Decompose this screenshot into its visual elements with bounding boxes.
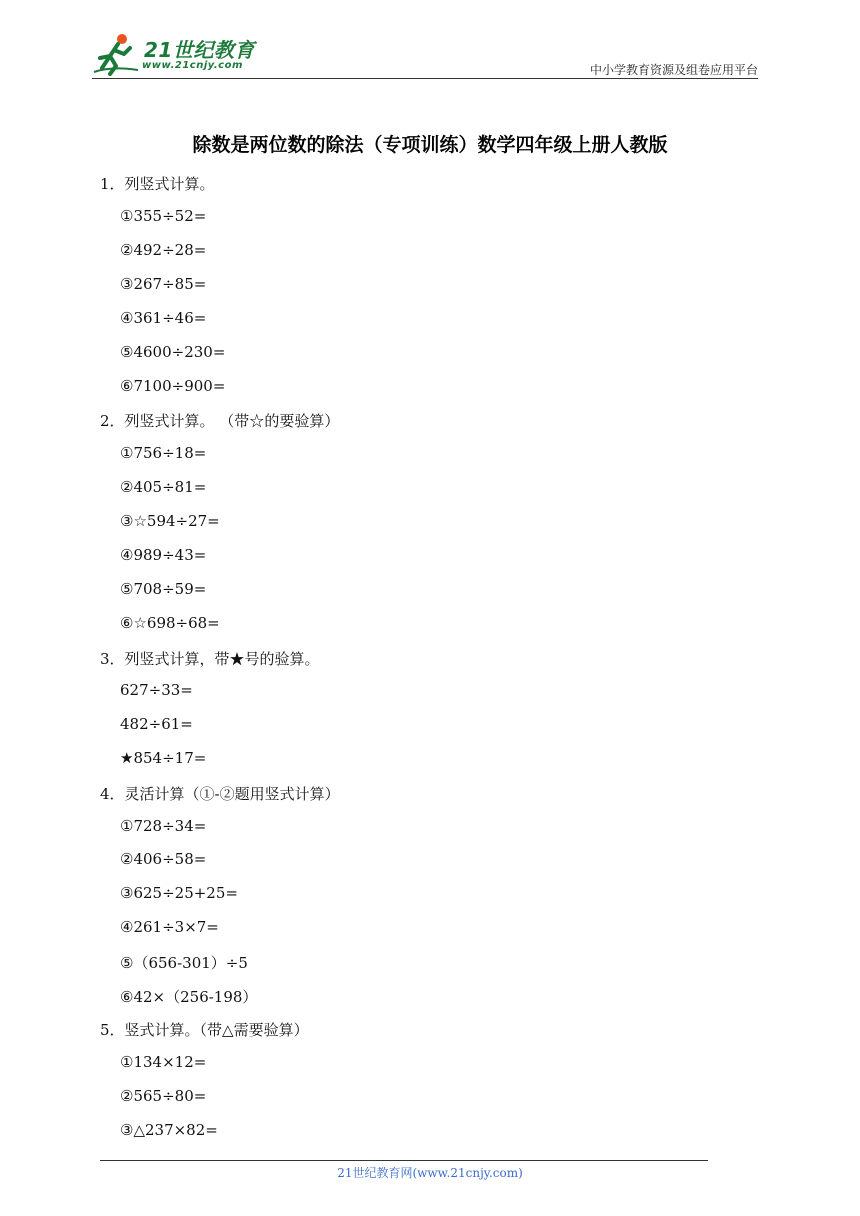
question-4-label: 4．灵活计算（①-②题用竖式计算） [100,785,340,803]
question-3-label: 3．列竖式计算，带★号的验算。 [100,650,320,668]
page-title: 除数是两位数的除法（专项训练）数学四年级上册人教版 [192,134,668,156]
question-1-item: ①355÷52= [120,207,207,225]
footer-link[interactable]: 21世纪教育网(www.21cnjy.com) [337,1166,523,1180]
question-4-item: ④261÷3×7= [120,918,219,936]
question-3-item: ★854÷17= [120,749,207,767]
question-4-item: ①728÷34= [120,817,207,835]
question-1-item: ③267÷85= [120,275,207,293]
question-1-item: ②492÷28= [120,241,207,259]
question-3-item: 482÷61= [120,715,193,733]
question-1-item: ⑤4600÷230= [120,343,226,361]
question-2-item: ②405÷81= [120,478,207,496]
logo [92,30,262,76]
question-5-item: ②565÷80= [120,1087,207,1105]
platform-label: 中小学教育资源及组卷应用平台 [589,63,758,77]
logo-url: www.21cnjy.com [142,60,243,71]
question-5-item: ①134×12= [120,1053,207,1071]
question-5-label: 5．竖式计算。（带△需要验算） [100,1021,309,1039]
question-5-item: ③△237×82= [120,1121,218,1139]
question-3-item: 627÷33= [120,681,193,699]
footer-divider [100,1160,708,1161]
question-4-item: ③625÷25+25= [120,884,238,902]
logo-title: 21世纪教育 [144,38,255,62]
question-4-item: ⑤（656-301）÷5 [120,954,248,972]
question-2-label: 2．列竖式计算。 （带☆的要验算） [100,412,340,430]
question-4-item: ⑥42×（256-198） [120,988,258,1006]
header-divider [92,78,758,79]
question-2-item: ⑤708÷59= [120,580,207,598]
question-2-item: ①756÷18= [120,444,207,462]
question-1-item: ⑥7100÷900= [120,377,226,395]
question-4-item: ②406÷58= [120,850,207,868]
question-1-label: 1．列竖式计算。 [100,175,215,193]
question-2-item: ③☆594÷27= [120,512,220,530]
page-header [92,30,758,80]
runner-logo-icon [92,32,142,76]
question-1-item: ④361÷46= [120,309,207,327]
question-2-item: ④989÷43= [120,546,207,564]
question-2-item: ⑥☆698÷68= [120,614,220,632]
